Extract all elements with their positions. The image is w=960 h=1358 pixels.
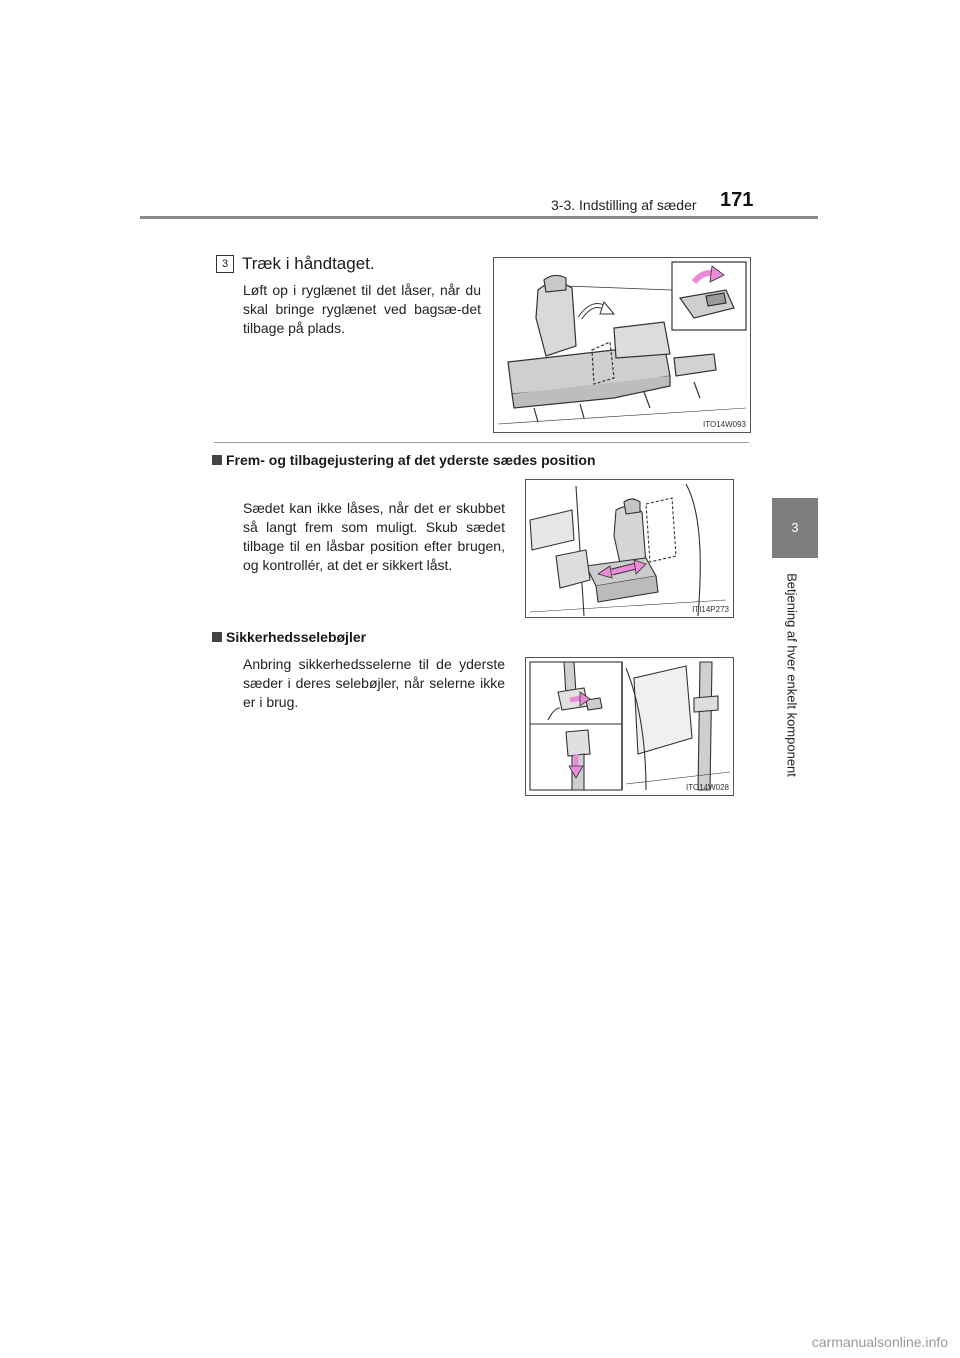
page-number: 171	[720, 189, 754, 211]
figure-seatbelt-hanger	[525, 657, 734, 796]
section-heading-text: Sikkerhedsselebøjler	[226, 629, 367, 645]
section-heading-text: Frem- og tilbagejustering af det yderste sædes position	[226, 452, 596, 468]
step-title: Træk i håndtaget.	[242, 254, 375, 273]
figure-seat-slide	[525, 479, 734, 618]
step-body: Løft op i ryglænet til det låser, når du skal bringe ryglænet ved bagsæ-det tilbage på plads.	[243, 282, 481, 336]
chapter-tab	[772, 498, 818, 558]
watermark: carmanualsonline.info	[811, 1334, 948, 1350]
bullet-square-icon	[212, 632, 222, 642]
figure-code: ITO14W093	[703, 420, 746, 429]
section-heading-belt-hangers	[212, 629, 366, 645]
chapter-number: 3	[791, 520, 799, 535]
seat-slide-illustration	[526, 480, 733, 617]
section-title: 3-3. Indstilling af sæder	[551, 197, 697, 213]
section-heading-seat-position	[212, 452, 596, 468]
bullet-square-icon	[212, 455, 222, 465]
section-body-seat-position: Sædet kan ikke låses, når det er skubbet så langt frem som muligt. Skub sædet tilbage til en låsbar position efter brugen, og kontrollér, at det er sikkert låst.	[243, 500, 505, 573]
figure-seat-fold	[493, 257, 751, 433]
figure-code: ITI14P273	[692, 605, 729, 614]
section-divider	[214, 442, 749, 443]
seat-fold-illustration	[494, 258, 750, 432]
figure-code: ITO14W028	[686, 783, 729, 792]
step-number-badge: 3	[216, 255, 234, 273]
header-rule	[140, 216, 818, 219]
chapter-title: Betjening af hver enkelt komponent	[784, 573, 800, 777]
section-body-belt-hangers: Anbring sikkerhedsselerne til de yderste sæder i deres selebøjler, når selerne ikke er i brug.	[243, 656, 505, 710]
seatbelt-hanger-illustration	[526, 658, 733, 795]
